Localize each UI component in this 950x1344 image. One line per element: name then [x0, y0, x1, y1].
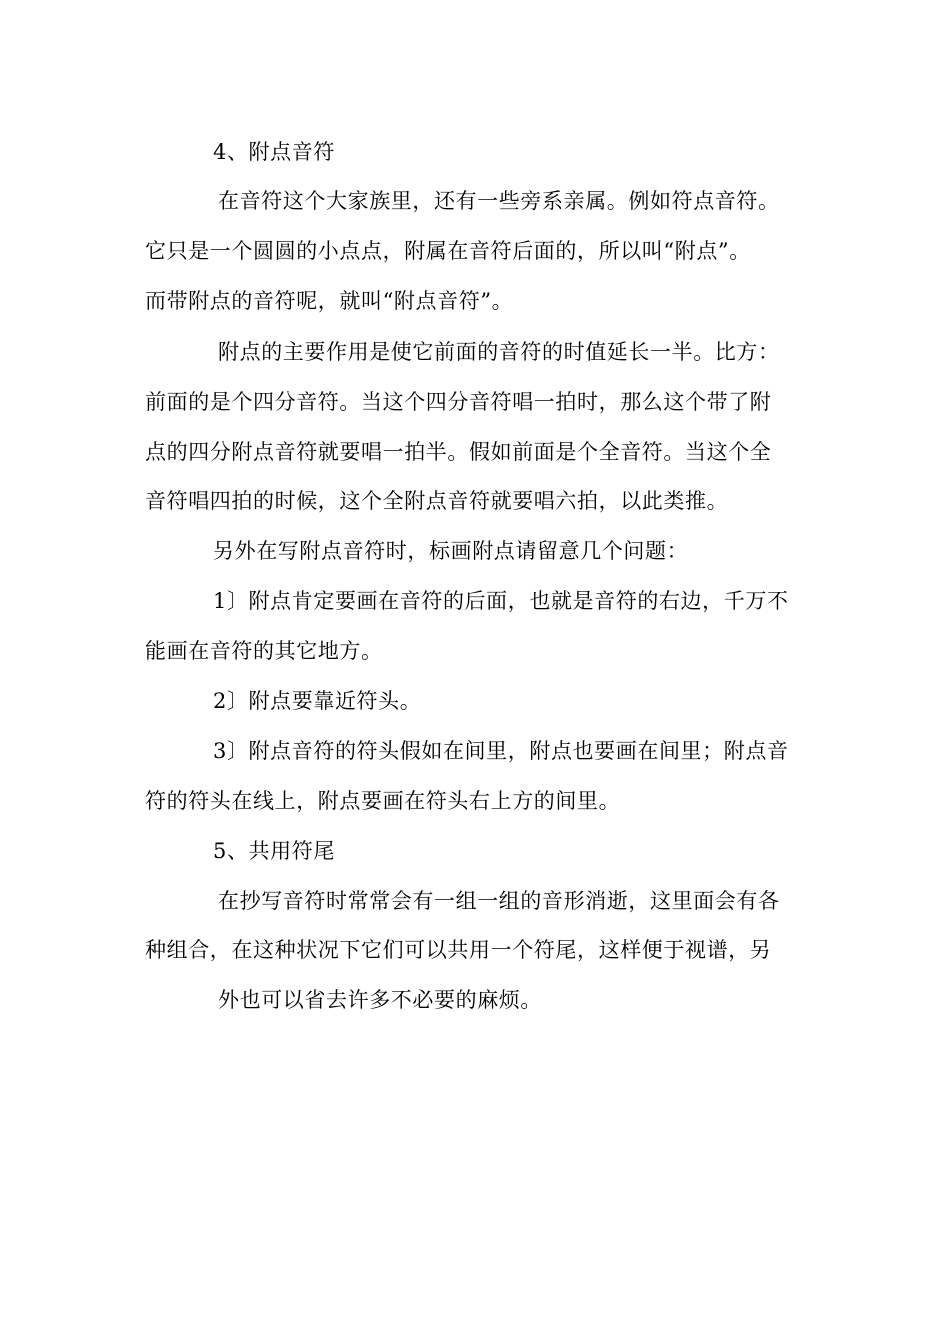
paragraph-2-line-3: 点的四分附点音符就要唱一拍半。假如前面是个全音符。当这个全: [145, 440, 772, 464]
list-item-3-line-2: 符的符头在线上，附点要画在符头右上方的间里。: [145, 789, 621, 813]
paragraph-4-line-1: 在抄写音符时常常会有一组一组的音形消逝，这里面会有各: [218, 889, 780, 913]
section-4-heading: 4、附点音符: [213, 140, 335, 164]
paragraph-3: 另外在写附点音符时，标画附点请留意几个问题：: [213, 539, 689, 563]
paragraph-1-line-3: 而带附点的音符呢，就叫“附点音符”。: [145, 289, 514, 313]
list-item-2: 2〕附点要靠近符头。: [213, 689, 422, 713]
paragraph-2-line-4: 音符唱四拍的时候，这个全附点音符就要唱六拍，以此类推。: [145, 489, 729, 513]
section-5-heading: 5、共用符尾: [213, 839, 335, 863]
paragraph-2-line-2: 前面的是个四分音符。当这个四分音符唱一拍时，那么这个带了附: [145, 390, 772, 414]
paragraph-4-line-2: 种组合，在这种状况下它们可以共用一个符尾，这样便于视谱，另: [145, 938, 772, 962]
list-item-3-line-1: 3〕附点音符的符头假如在间里，附点也要画在间里；附点音: [213, 739, 789, 763]
list-item-1-line-2: 能画在音符的其它地方。: [145, 639, 383, 663]
paragraph-1-line-2: 它只是一个圆圆的小点点，附属在音符后面的，所以叫“附点”。: [145, 239, 751, 263]
paragraph-2-line-1: 附点的主要作用是使它前面的音符的时值延长一半。比方：: [218, 340, 780, 364]
list-item-1-line-1: 1〕附点肯定要画在音符的后面，也就是音符的右边，千万不: [213, 589, 789, 613]
paragraph-4-line-3: 外也可以省去许多不必要的麻烦。: [218, 988, 542, 1012]
paragraph-1-line-1: 在音符这个大家族里，还有一些旁系亲属。例如符点音符。: [218, 189, 780, 213]
